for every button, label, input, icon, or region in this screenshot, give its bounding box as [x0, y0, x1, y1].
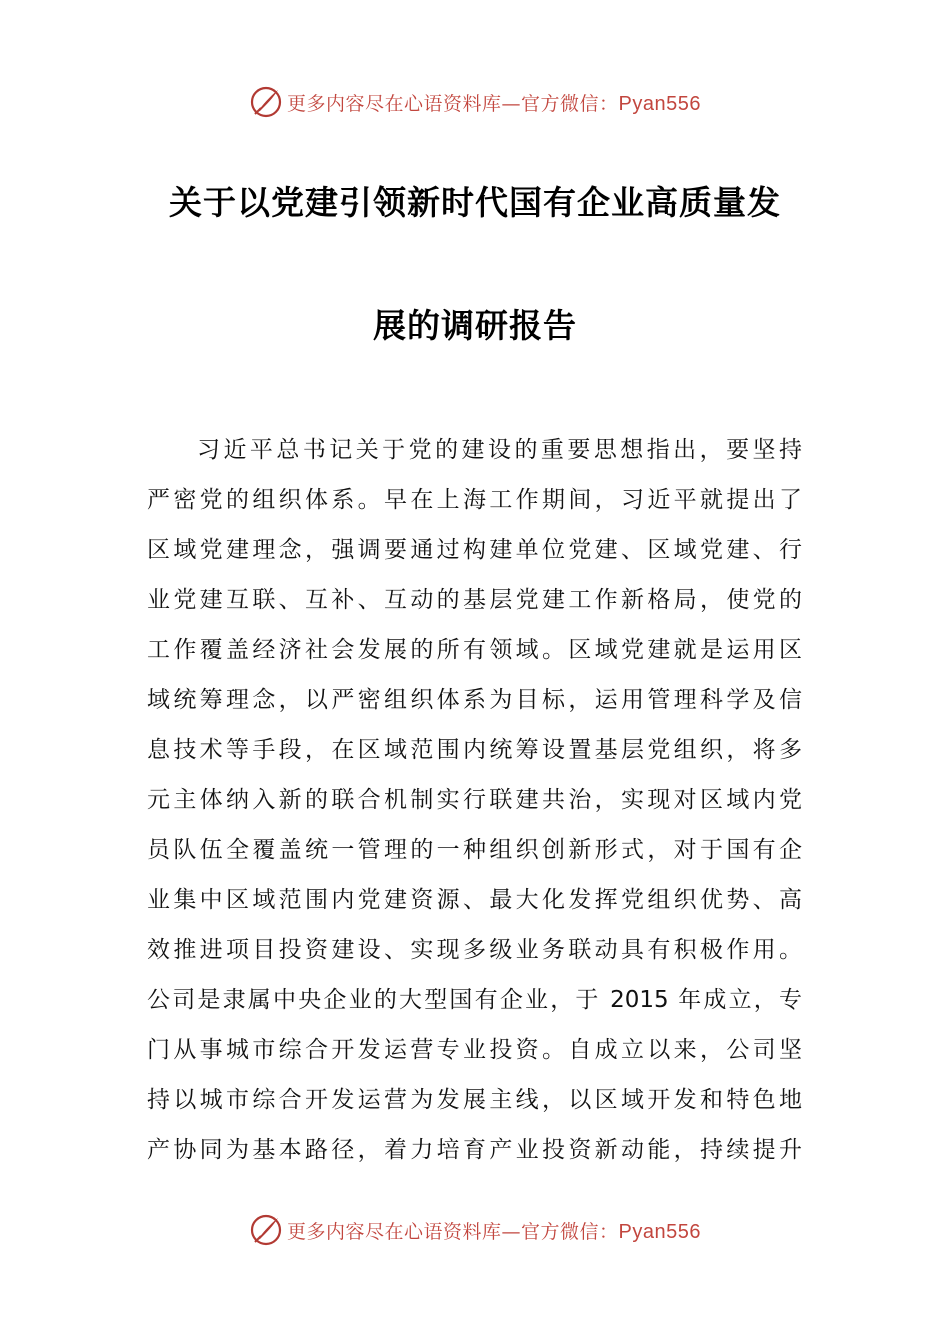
wechat-id: Pyan556 [618, 1220, 701, 1243]
paragraph-line: 持以城市综合开发运营为发展主线，以区域开发和特色地 [147, 1087, 802, 1113]
quill-logo-icon [249, 85, 283, 119]
paragraph-line: 息技术等手段，在区域范围内统筹设置基层党组织，将多 [147, 737, 802, 763]
paragraph-line: 产协同为基本路径，着力培育产业投资新动能，持续提升 [147, 1137, 802, 1163]
footer-watermark [0, 1210, 950, 1250]
paragraph-line: 区域党建理念，强调要通过构建单位党建、区域党建、行 [147, 537, 802, 563]
header-watermark [0, 82, 950, 122]
paragraph-line: 效推进项目投资建设、实现多级业务联动具有积极作用。 [147, 937, 802, 963]
paragraph-line: 业党建互联、互补、互动的基层党建工作新格局，使党的 [147, 587, 802, 613]
watermark-text: 更多内容尽在心语资料库—官方微信：Pyan556 [287, 92, 701, 115]
watermark-text: 更多内容尽在心语资料库—官方微信：Pyan556 [287, 1220, 701, 1243]
paragraph-line: 习近平总书记关于党的建设的重要思想指出，要坚持 [197, 437, 802, 463]
document-title-line-1: 关于以党建引领新时代国有企业高质量发 [169, 183, 781, 222]
document-title-line-2: 展的调研报告 [373, 306, 577, 345]
paragraph-line: 公司是隶属中央企业的大型国有企业，于 2015 年成立，专 [147, 987, 802, 1013]
paragraph-line: 严密党的组织体系。早在上海工作期间，习近平就提出了 [147, 487, 802, 513]
wechat-id: Pyan556 [618, 92, 701, 115]
paragraph-line: 员队伍全覆盖统一管理的一种组织创新形式，对于国有企 [147, 837, 802, 863]
paragraph-line: 元主体纳入新的联合机制实行联建共治，实现对区域内党 [147, 787, 802, 813]
paragraph-line: 工作覆盖经济社会发展的所有领域。区域党建就是运用区 [147, 637, 802, 663]
paragraph-line: 门从事城市综合开发运营专业投资。自成立以来，公司坚 [147, 1037, 802, 1063]
paragraph-line: 域统筹理念，以严密组织体系为目标，运用管理科学及信 [147, 687, 802, 713]
quill-logo-icon [249, 1213, 283, 1247]
paragraph-line: 业集中区域范围内党建资源、最大化发挥党组织优势、高 [147, 887, 802, 913]
